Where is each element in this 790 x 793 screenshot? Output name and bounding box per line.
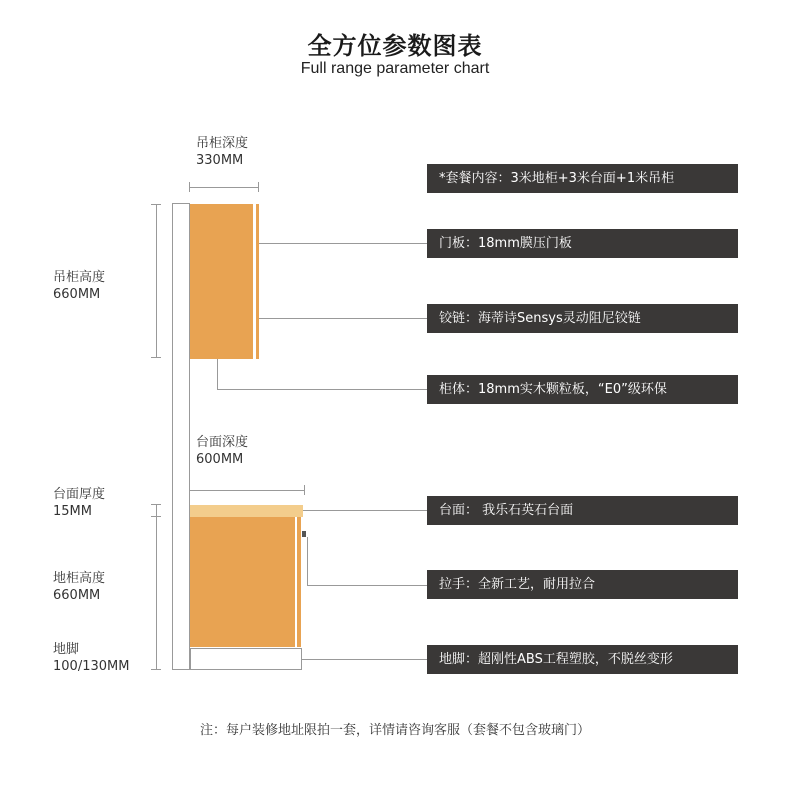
counter-depth-dimension-line [189, 490, 305, 491]
wall-height-tick-bottom [151, 357, 161, 358]
counter-depth-label: 台面深度 600MM [196, 435, 249, 467]
base-cabinet-body [190, 517, 295, 647]
foot-info-box: 地脚：超刚性ABS工程塑胶，不脱丝变形 [427, 645, 738, 674]
counter-tick-top [151, 504, 161, 505]
hinge-info-box: 铰链：海蒂诗Sensys灵动阻尼铰链 [427, 304, 738, 333]
base-cabinet-door [297, 517, 301, 647]
handle-info-box: 拉手：全新工艺，耐用拉合 [427, 570, 738, 599]
foot-leader-line [302, 659, 427, 660]
countertop [190, 505, 303, 517]
counter-depth-tick-left [189, 485, 190, 495]
body-info-box: 柜体：18mm实木颗粒板，“E0”级环保 [427, 375, 738, 404]
page-title: 全方位参数图表 [307, 32, 483, 60]
door-info-box: 门板：18mm膜压门板 [427, 229, 738, 258]
handle-icon [302, 531, 306, 537]
wall-depth-tick-right [258, 182, 259, 192]
hinge-leader-line [259, 318, 427, 319]
counter-tick-bottom [151, 516, 161, 517]
wall-height-label: 吊柜高度 660MM [53, 270, 106, 302]
package-info-box: *套餐内容：3米地柜+3米台面+1米吊柜 [427, 164, 738, 193]
plinth [190, 648, 302, 670]
wall-height-tick-top [151, 204, 161, 205]
counter-depth-tick-right [304, 485, 305, 495]
wall-panel [172, 203, 190, 670]
body-leader-line-v [217, 359, 218, 389]
base-height-label: 地柜高度 660MM [53, 571, 106, 603]
counter-thickness-label: 台面厚度 15MM [53, 487, 106, 519]
wall-depth-tick-left [189, 182, 190, 192]
wall-height-dimension-line [156, 204, 157, 358]
handle-leader-line-h [307, 585, 427, 586]
base-dimension-line [156, 504, 157, 670]
door-leader-line [259, 243, 427, 244]
wall-cabinet-body [190, 204, 253, 359]
counter-info-box: 台面： 我乐石英石台面 [427, 496, 738, 525]
wall-depth-label: 吊柜深度 330MM [196, 136, 249, 168]
handle-leader-line-v [307, 537, 308, 585]
body-leader-line-h [217, 389, 427, 390]
foot-label: 地脚 100/130MM [53, 642, 130, 674]
foot-tick-bottom [151, 669, 161, 670]
wall-cabinet-door [256, 204, 259, 359]
wall-depth-dimension-line [189, 187, 259, 188]
counter-leader-line [303, 510, 427, 511]
page-subtitle: Full range parameter chart [300, 60, 490, 77]
footer-note: 注：每户装修地址限拍一套，详情请咨询客服（套餐不包含玻璃门） [199, 723, 590, 738]
